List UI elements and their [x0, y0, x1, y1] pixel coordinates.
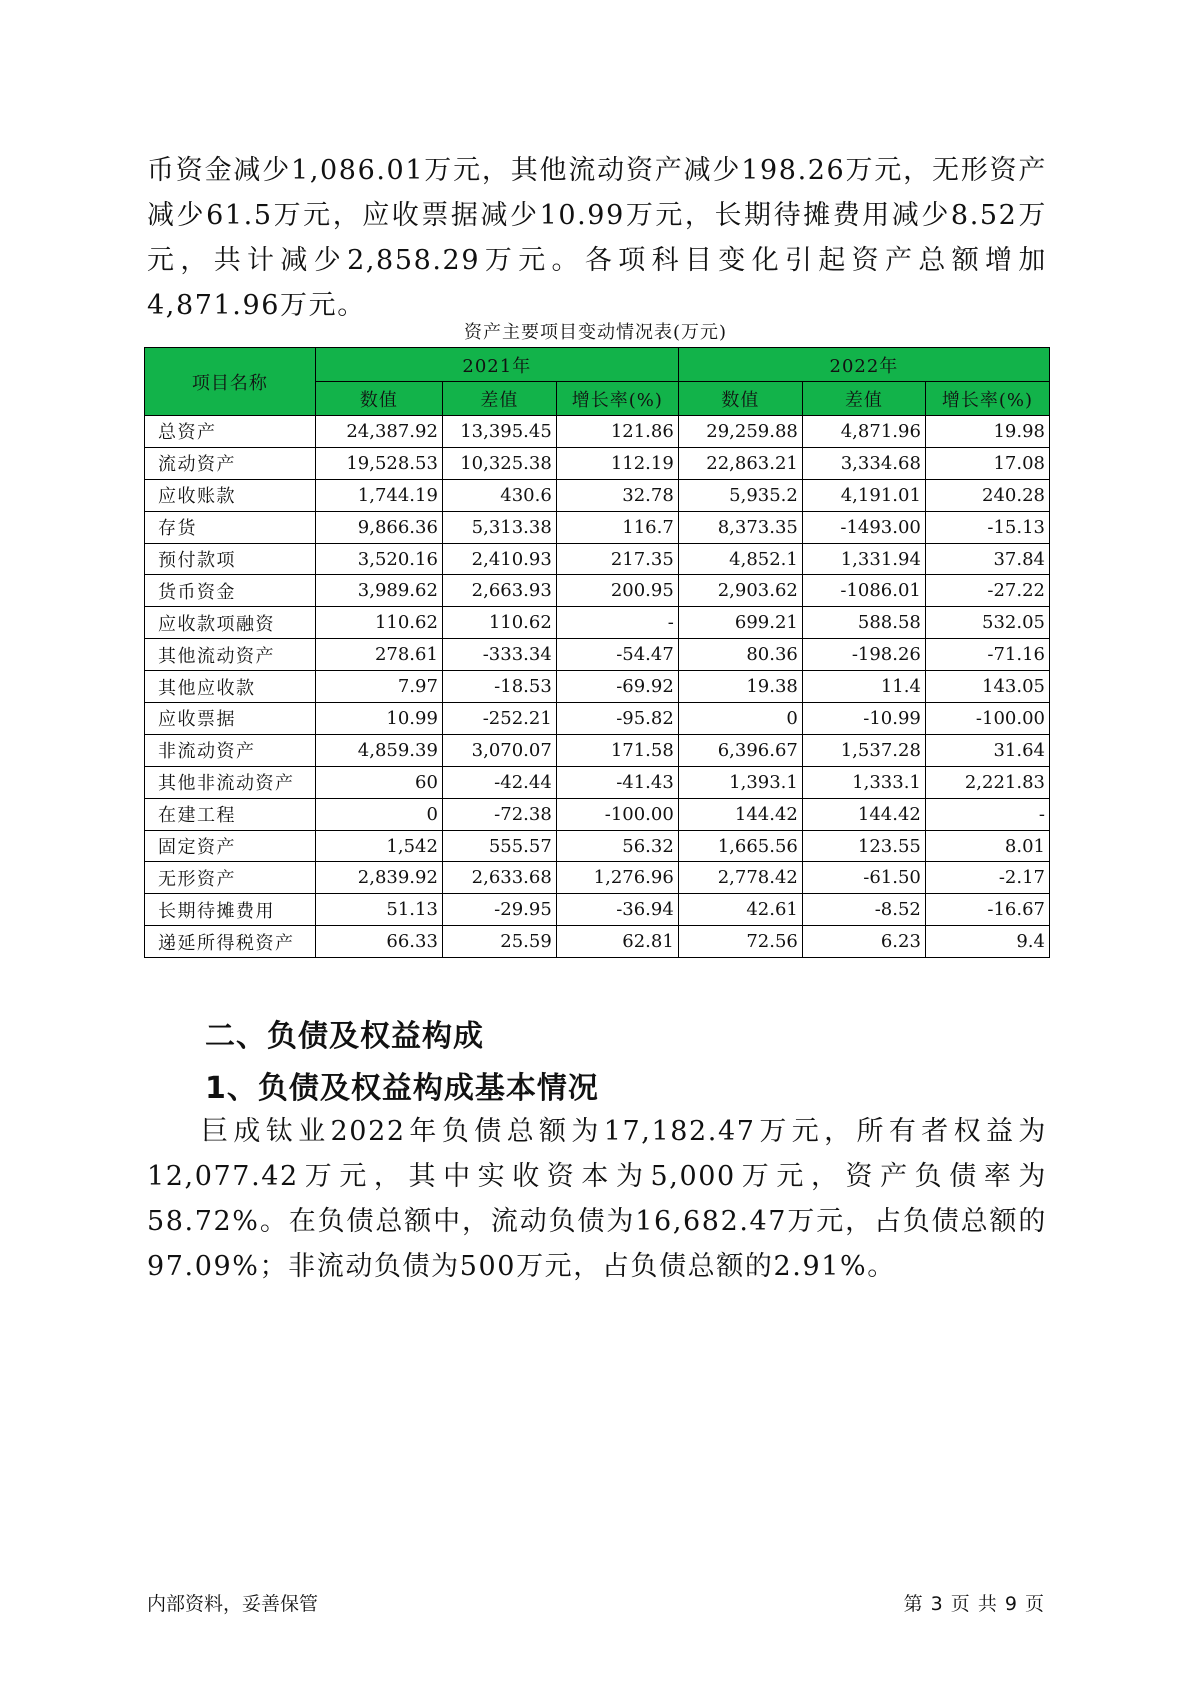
row-item-name: 其他非流动资产: [145, 766, 316, 798]
cell-growth-2022: 240.28: [925, 479, 1049, 511]
table-row: [145, 416, 1050, 448]
cell-diff-2022: -1493.00: [802, 511, 925, 543]
cell-growth-2022: 532.05: [925, 607, 1049, 639]
header-value-2021: 数值: [315, 382, 442, 416]
cell-value-2021: 51.13: [315, 894, 442, 926]
table-row: [145, 543, 1050, 575]
cell-diff-2022: 4,191.01: [802, 479, 925, 511]
cell-growth-2021: -36.94: [556, 894, 678, 926]
cell-growth-2022: 17.08: [925, 447, 1049, 479]
cell-value-2021: 278.61: [315, 639, 442, 671]
table-row: [145, 734, 1050, 766]
cell-diff-2022: 11.4: [802, 671, 925, 703]
cell-value-2021: 2,839.92: [315, 862, 442, 894]
cell-diff-2021: 25.59: [442, 926, 556, 958]
cell-diff-2022: 4,871.96: [802, 416, 925, 448]
row-item-name: 预付款项: [145, 543, 316, 575]
table-row: [145, 607, 1050, 639]
cell-growth-2021: 217.35: [556, 543, 678, 575]
cell-growth-2021: 171.58: [556, 734, 678, 766]
cell-value-2022: 5,935.2: [678, 479, 802, 511]
cell-growth-2021: 62.81: [556, 926, 678, 958]
cell-diff-2021: 5,313.38: [442, 511, 556, 543]
header-value-2022: 数值: [678, 382, 802, 416]
row-item-name: 应收款项融资: [145, 607, 316, 639]
cell-growth-2022: -71.16: [925, 639, 1049, 671]
cell-diff-2022: 1,331.94: [802, 543, 925, 575]
cell-diff-2021: 555.57: [442, 830, 556, 862]
row-item-name: 长期待摊费用: [145, 894, 316, 926]
cell-growth-2022: -2.17: [925, 862, 1049, 894]
cell-value-2021: 10.99: [315, 703, 442, 735]
cell-diff-2021: 13,395.45: [442, 416, 556, 448]
page-number: 第 3 页 共 9 页: [903, 1593, 1045, 1615]
cell-value-2021: 7.97: [315, 671, 442, 703]
cell-diff-2021: 430.6: [442, 479, 556, 511]
cell-diff-2022: 1,537.28: [802, 734, 925, 766]
cell-growth-2021: 56.32: [556, 830, 678, 862]
table-row: [145, 894, 1050, 926]
table-row: [145, 830, 1050, 862]
cell-value-2022: 144.42: [678, 798, 802, 830]
row-item-name: 总资产: [145, 416, 316, 448]
cell-diff-2022: -198.26: [802, 639, 925, 671]
cell-diff-2022: 123.55: [802, 830, 925, 862]
cell-growth-2022: -: [925, 798, 1049, 830]
cell-diff-2021: -42.44: [442, 766, 556, 798]
table-row: [145, 798, 1050, 830]
cell-growth-2021: 112.19: [556, 447, 678, 479]
cell-value-2021: 4,859.39: [315, 734, 442, 766]
cell-diff-2022: 3,334.68: [802, 447, 925, 479]
cell-growth-2022: 8.01: [925, 830, 1049, 862]
cell-growth-2021: 1,276.96: [556, 862, 678, 894]
row-item-name: 非流动资产: [145, 734, 316, 766]
cell-growth-2021: 32.78: [556, 479, 678, 511]
cell-value-2021: 66.33: [315, 926, 442, 958]
table-row: [145, 703, 1050, 735]
table-body: [145, 416, 1050, 958]
cell-diff-2021: -18.53: [442, 671, 556, 703]
table-row: [145, 447, 1050, 479]
cell-growth-2021: -100.00: [556, 798, 678, 830]
liabilities-paragraph: 巨成钛业2022年负债总额为17,182.47万元，所有者权益为12,077.42万元，其中实收资本为5,000万元，资产负债率为58.72%。在负债总额中，流动负债为16,682.47万元，占负债总额的97.09%；非流动负债为500万元，占负债总额的2.91%。: [147, 1116, 1047, 1282]
cell-value-2021: 9,866.36: [315, 511, 442, 543]
cell-growth-2022: 2,221.83: [925, 766, 1049, 798]
table-row: [145, 511, 1050, 543]
cell-value-2022: 2,903.62: [678, 575, 802, 607]
cell-value-2021: 24,387.92: [315, 416, 442, 448]
row-item-name: 其他流动资产: [145, 639, 316, 671]
cell-diff-2021: 2,663.93: [442, 575, 556, 607]
cell-growth-2021: -: [556, 607, 678, 639]
cell-diff-2021: -29.95: [442, 894, 556, 926]
header-year-2022: 2022年: [678, 348, 1049, 382]
cell-value-2021: 110.62: [315, 607, 442, 639]
cell-value-2022: 0: [678, 703, 802, 735]
header-growth-2022: 增长率(%): [925, 382, 1049, 416]
cell-growth-2021: 200.95: [556, 575, 678, 607]
cell-growth-2021: -54.47: [556, 639, 678, 671]
asset-changes-table: [144, 347, 1050, 958]
cell-growth-2021: -95.82: [556, 703, 678, 735]
header-item-name: 项目名称: [145, 348, 316, 416]
cell-growth-2021: 116.7: [556, 511, 678, 543]
confidential-note: 内部资料，妥善保管: [147, 1593, 319, 1615]
header-growth-2021: 增长率(%): [556, 382, 678, 416]
cell-diff-2021: -72.38: [442, 798, 556, 830]
cell-growth-2022: 9.4: [925, 926, 1049, 958]
cell-diff-2021: -252.21: [442, 703, 556, 735]
header-year-2021: 2021年: [315, 348, 678, 382]
cell-growth-2022: 19.98: [925, 416, 1049, 448]
cell-diff-2022: 6.23: [802, 926, 925, 958]
row-item-name: 在建工程: [145, 798, 316, 830]
cell-growth-2022: 143.05: [925, 671, 1049, 703]
cell-value-2021: 0: [315, 798, 442, 830]
cell-value-2022: 1,393.1: [678, 766, 802, 798]
subsection-heading: 1、负债及权益构成基本情况: [205, 1071, 599, 1106]
cell-value-2021: 60: [315, 766, 442, 798]
cell-growth-2022: 37.84: [925, 543, 1049, 575]
table-caption: 资产主要项目变动情况表(万元): [463, 322, 728, 343]
header-diff-2022: 差值: [802, 382, 925, 416]
cell-diff-2022: -1086.01: [802, 575, 925, 607]
cell-growth-2022: -15.13: [925, 511, 1049, 543]
cell-growth-2021: -69.92: [556, 671, 678, 703]
cell-value-2021: 3,520.16: [315, 543, 442, 575]
cell-value-2022: 22,863.21: [678, 447, 802, 479]
cell-value-2022: 42.61: [678, 894, 802, 926]
cell-value-2021: 3,989.62: [315, 575, 442, 607]
cell-value-2022: 6,396.67: [678, 734, 802, 766]
row-item-name: 流动资产: [145, 447, 316, 479]
cell-diff-2022: 144.42: [802, 798, 925, 830]
cell-value-2022: 4,852.1: [678, 543, 802, 575]
cell-diff-2022: 588.58: [802, 607, 925, 639]
cell-value-2022: 29,259.88: [678, 416, 802, 448]
cell-value-2021: 1,542: [315, 830, 442, 862]
section-heading: 二、负债及权益构成: [205, 1019, 484, 1054]
cell-value-2021: 19,528.53: [315, 447, 442, 479]
table-row: [145, 479, 1050, 511]
cell-diff-2021: 3,070.07: [442, 734, 556, 766]
table-header-row-years: [145, 348, 1050, 382]
row-item-name: 固定资产: [145, 830, 316, 862]
cell-growth-2022: -27.22: [925, 575, 1049, 607]
cell-diff-2021: 110.62: [442, 607, 556, 639]
table-row: [145, 926, 1050, 958]
cell-diff-2021: 2,410.93: [442, 543, 556, 575]
cell-value-2022: 699.21: [678, 607, 802, 639]
cell-diff-2022: -8.52: [802, 894, 925, 926]
cell-value-2022: 1,665.56: [678, 830, 802, 862]
table-row: [145, 862, 1050, 894]
cell-growth-2022: 31.64: [925, 734, 1049, 766]
cell-value-2021: 1,744.19: [315, 479, 442, 511]
intro-paragraph: 币资金减少1,086.01万元，其他流动资产减少198.26万元，无形资产减少61.5万元，应收票据减少10.99万元，长期待摊费用减少8.52万元，共计减少2,858.29万元。各项科目变化引起资产总额增加4,871.96万元。: [147, 155, 1047, 321]
cell-value-2022: 2,778.42: [678, 862, 802, 894]
row-item-name: 存货: [145, 511, 316, 543]
cell-value-2022: 8,373.35: [678, 511, 802, 543]
row-item-name: 无形资产: [145, 862, 316, 894]
table-row: [145, 671, 1050, 703]
cell-growth-2021: 121.86: [556, 416, 678, 448]
cell-growth-2021: -41.43: [556, 766, 678, 798]
cell-value-2022: 19.38: [678, 671, 802, 703]
row-item-name: 应收账款: [145, 479, 316, 511]
row-item-name: 其他应收款: [145, 671, 316, 703]
cell-value-2022: 72.56: [678, 926, 802, 958]
row-item-name: 递延所得税资产: [145, 926, 316, 958]
cell-diff-2021: -333.34: [442, 639, 556, 671]
cell-growth-2022: -16.67: [925, 894, 1049, 926]
cell-diff-2021: 10,325.38: [442, 447, 556, 479]
cell-diff-2022: -61.50: [802, 862, 925, 894]
cell-growth-2022: -100.00: [925, 703, 1049, 735]
cell-diff-2022: 1,333.1: [802, 766, 925, 798]
cell-value-2022: 80.36: [678, 639, 802, 671]
table-row: [145, 575, 1050, 607]
table-row: [145, 766, 1050, 798]
row-item-name: 货币资金: [145, 575, 316, 607]
table-row: [145, 639, 1050, 671]
header-diff-2021: 差值: [442, 382, 556, 416]
cell-diff-2022: -10.99: [802, 703, 925, 735]
row-item-name: 应收票据: [145, 703, 316, 735]
cell-diff-2021: 2,633.68: [442, 862, 556, 894]
